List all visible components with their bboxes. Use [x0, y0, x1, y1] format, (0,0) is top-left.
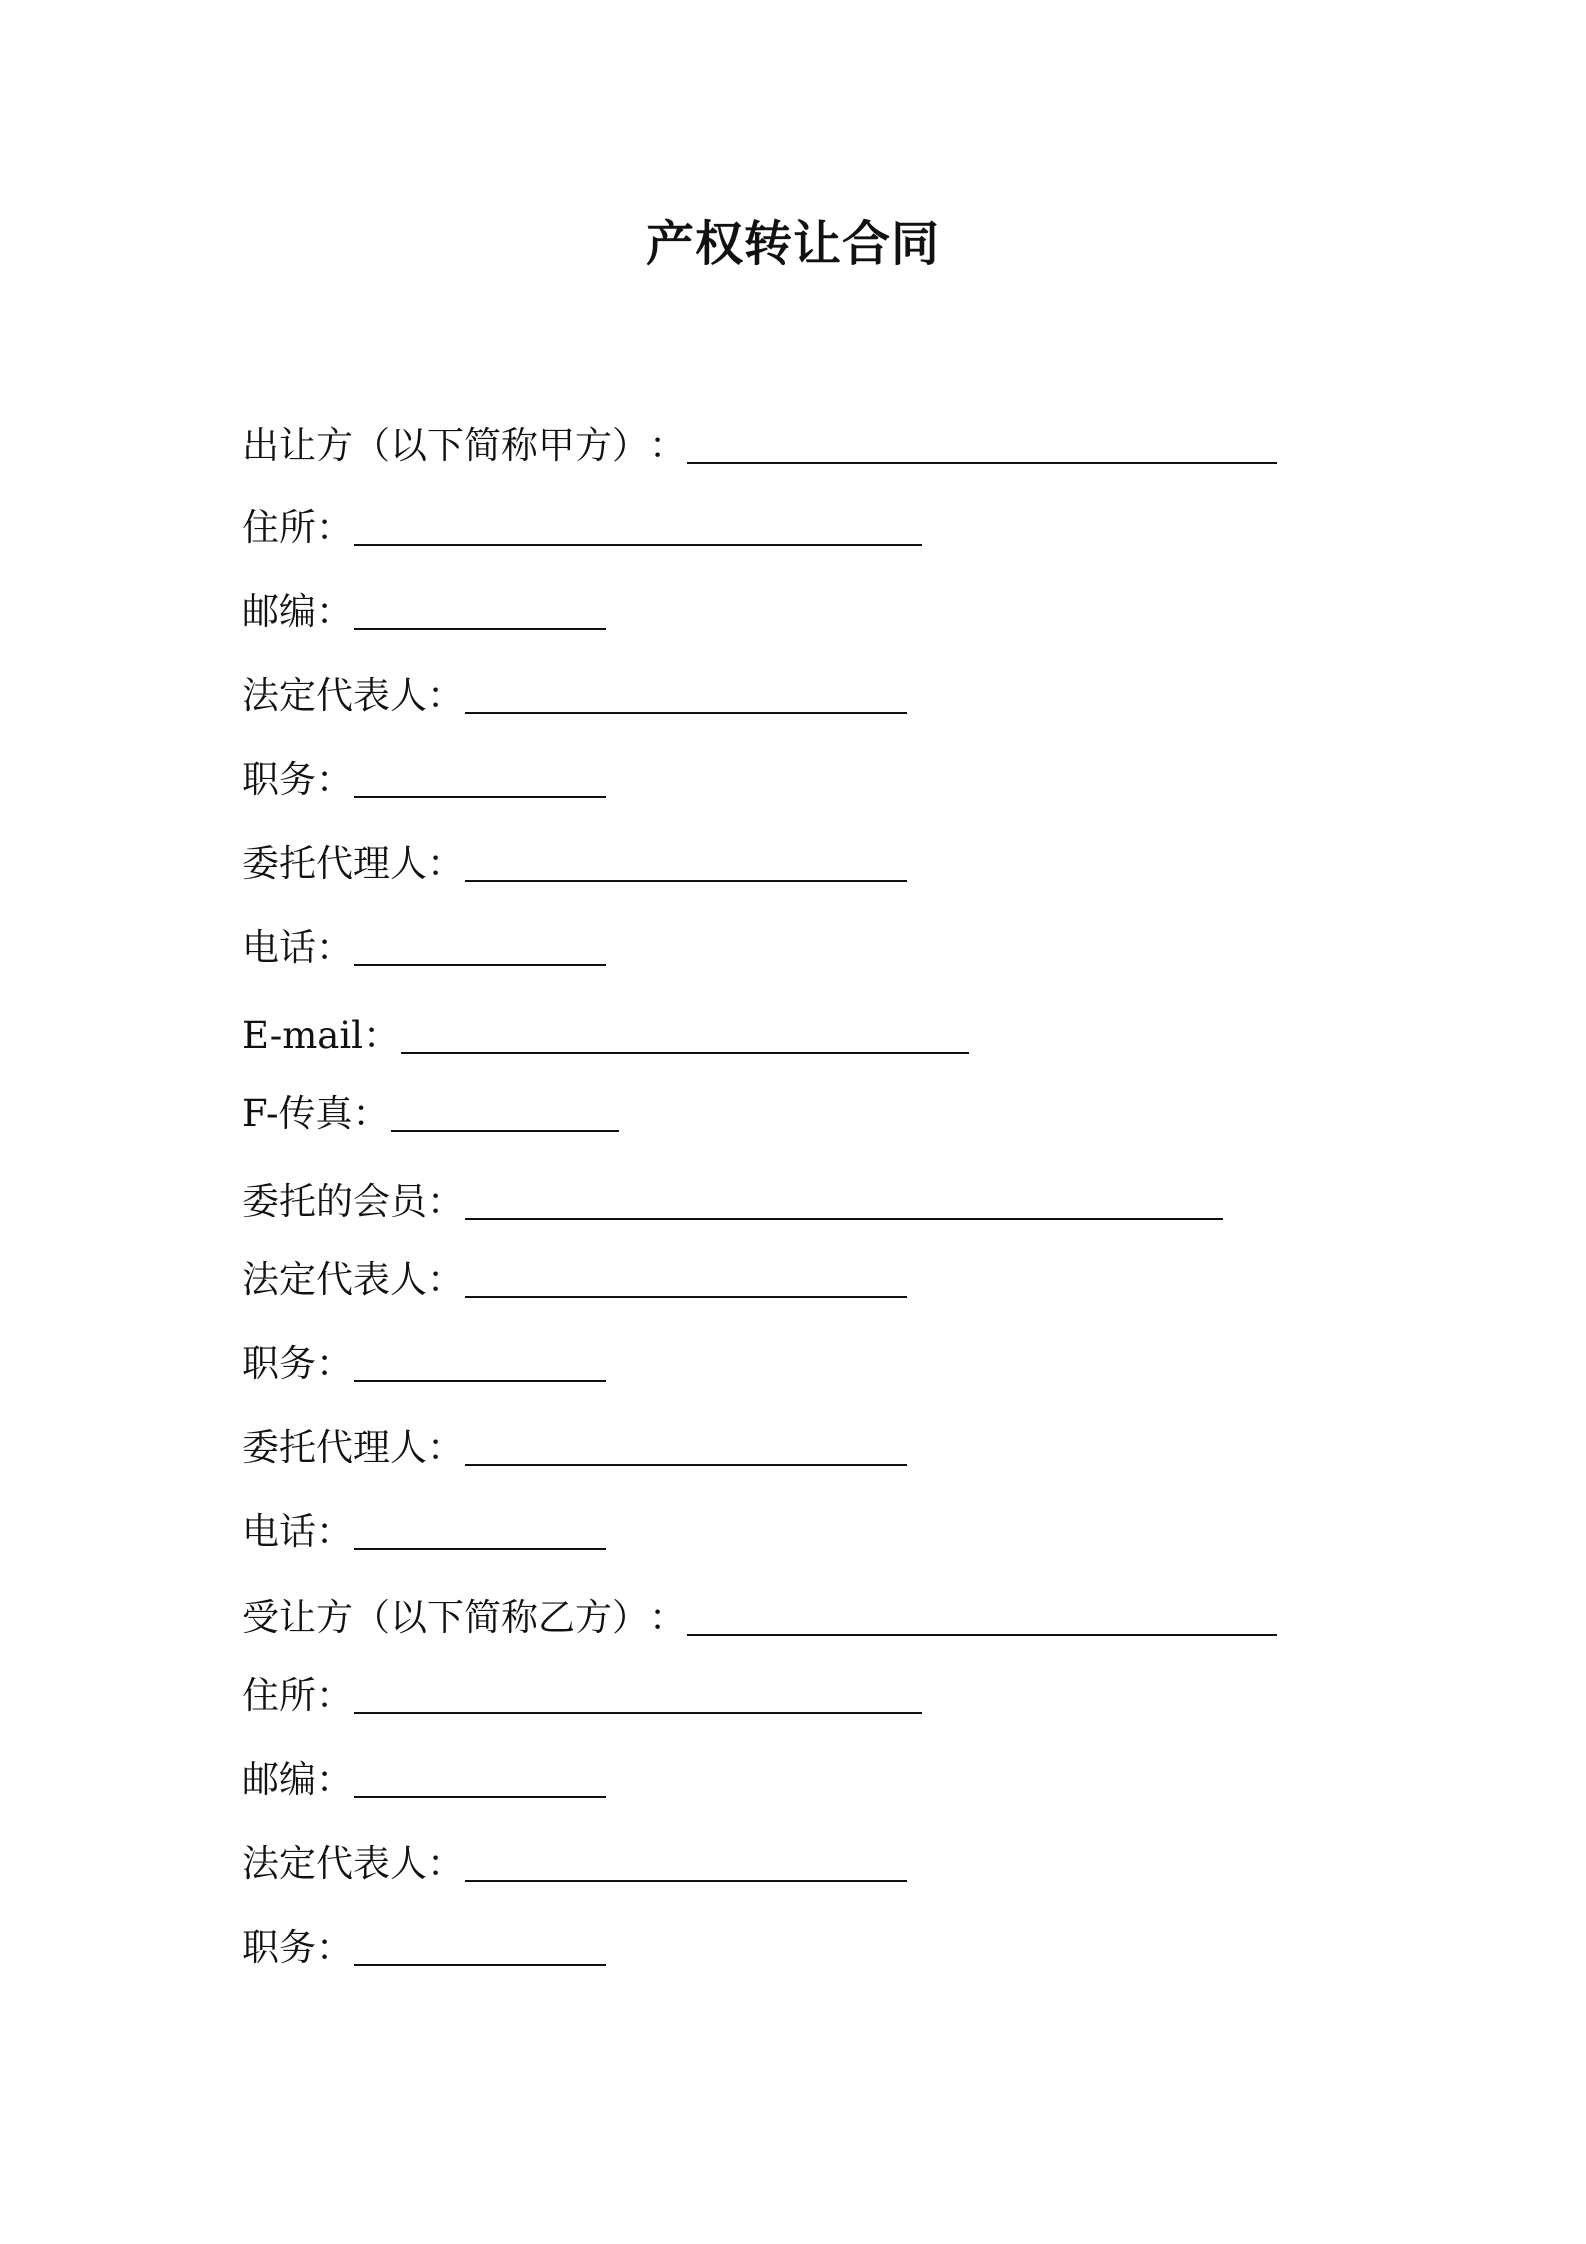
- field-label: E-mail: [242, 1014, 364, 1057]
- field-postcode: [242, 582, 606, 634]
- field-colon: ：: [427, 1258, 464, 1301]
- field-transferee-legal-representative: [242, 1834, 907, 1886]
- field-label: F-传真: [242, 1092, 353, 1135]
- field-label: 法定代表人: [242, 1842, 427, 1885]
- fill-in-blank[interactable]: [354, 628, 606, 630]
- field-label: 法定代表人: [242, 1258, 427, 1301]
- field-label: 法定代表人: [242, 674, 427, 717]
- field-label: 邮编: [242, 1758, 316, 1801]
- field-colon: ：: [363, 1014, 401, 1057]
- field-label: 职务: [242, 1926, 316, 1969]
- field-label: 委托代理人: [242, 842, 427, 885]
- fill-in-blank[interactable]: [354, 796, 606, 798]
- field-legal-representative: [242, 666, 907, 718]
- field-member-telephone: [242, 1502, 606, 1554]
- field-colon: ：: [427, 674, 464, 717]
- field-telephone: [242, 918, 606, 970]
- field-colon: ：: [649, 424, 686, 467]
- field-colon: ：: [316, 758, 353, 801]
- field-label: 电话: [242, 926, 316, 969]
- field-transferee: [242, 1588, 1277, 1640]
- document-title: 产权转让合同: [645, 216, 940, 272]
- fill-in-blank[interactable]: [465, 1218, 1223, 1220]
- field-entrusted-member: [242, 1172, 1223, 1224]
- fill-in-blank[interactable]: [687, 1634, 1277, 1636]
- field-label: 职务: [242, 1342, 316, 1385]
- fill-in-blank[interactable]: [354, 544, 922, 546]
- field-authorized-agent: [242, 834, 907, 886]
- field-colon: ：: [316, 506, 353, 549]
- fill-in-blank[interactable]: [354, 1380, 606, 1382]
- field-transferee-position: [242, 1918, 606, 1970]
- field-colon: ：: [427, 1426, 464, 1469]
- field-member-position: [242, 1334, 606, 1386]
- fill-in-blank[interactable]: [465, 1464, 907, 1466]
- field-colon: ：: [352, 1092, 390, 1135]
- field-colon: ：: [427, 842, 464, 885]
- field-colon: ：: [427, 1842, 464, 1885]
- field-label: 委托的会员: [242, 1180, 427, 1223]
- fill-in-blank[interactable]: [465, 712, 907, 714]
- fill-in-blank[interactable]: [687, 462, 1277, 464]
- field-label: 委托代理人: [242, 1426, 427, 1469]
- field-label: 受让方（以下简称乙方）: [242, 1596, 649, 1639]
- fill-in-blank[interactable]: [465, 880, 907, 882]
- field-member-authorized-agent: [242, 1418, 907, 1470]
- field-transferor: [242, 416, 1277, 468]
- field-fax: [242, 1084, 619, 1136]
- field-label: 住所: [242, 506, 316, 549]
- field-colon: ：: [316, 590, 353, 633]
- field-label: 邮编: [242, 590, 316, 633]
- fill-in-blank[interactable]: [465, 1296, 907, 1298]
- field-transferee-postcode: [242, 1750, 606, 1802]
- field-colon: ：: [316, 1926, 353, 1969]
- field-label: 电话: [242, 1510, 316, 1553]
- fill-in-blank[interactable]: [354, 1964, 606, 1966]
- fill-in-blank[interactable]: [391, 1130, 619, 1132]
- field-position: [242, 750, 606, 802]
- fill-in-blank[interactable]: [354, 964, 606, 966]
- field-label: 出让方（以下简称甲方）: [242, 424, 649, 467]
- fill-in-blank[interactable]: [354, 1712, 922, 1714]
- field-colon: ：: [316, 1674, 353, 1717]
- field-transferee-address: [242, 1666, 922, 1718]
- field-colon: ：: [427, 1180, 464, 1223]
- field-colon: ：: [649, 1596, 686, 1639]
- field-member-legal-representative: [242, 1250, 907, 1302]
- field-address: [242, 498, 922, 550]
- fill-in-blank[interactable]: [354, 1796, 606, 1798]
- fill-in-blank[interactable]: [401, 1052, 969, 1054]
- field-colon: ：: [316, 1758, 353, 1801]
- field-label: 职务: [242, 758, 316, 801]
- field-colon: ：: [316, 926, 353, 969]
- field-label: 住所: [242, 1674, 316, 1717]
- field-colon: ：: [316, 1510, 353, 1553]
- fill-in-blank[interactable]: [465, 1880, 907, 1882]
- fill-in-blank[interactable]: [354, 1548, 606, 1550]
- field-colon: ：: [316, 1342, 353, 1385]
- field-email: [242, 1006, 969, 1058]
